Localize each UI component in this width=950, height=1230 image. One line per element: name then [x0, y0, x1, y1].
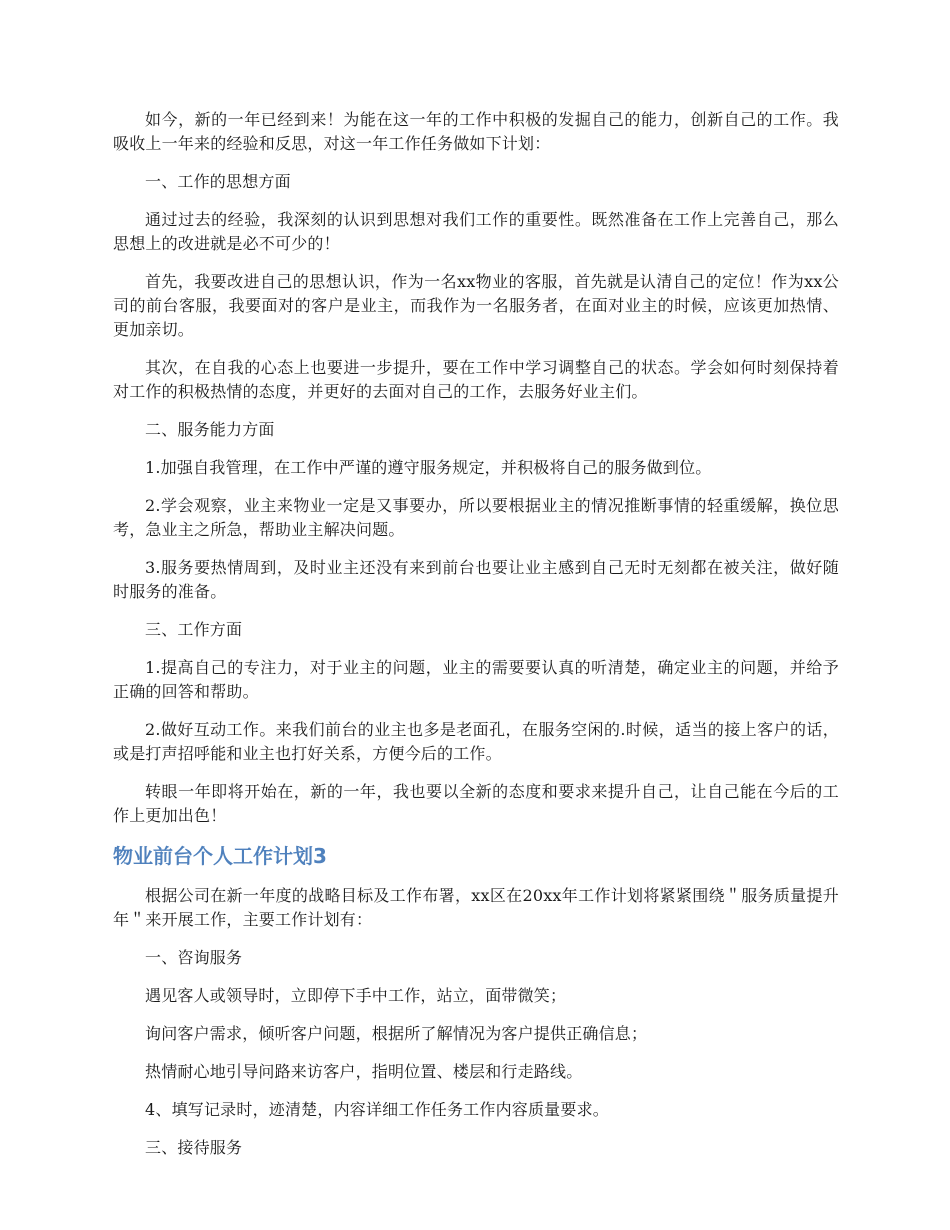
body-paragraph: 根据公司在新一年度的战略目标及工作布署，xx区在20xx年工作计划将紧紧围绕＂服务质量提升年＂来开展工作，主要工作计划有： [113, 886, 839, 929]
body-paragraph: 首先，我要改进自己的思想认识，作为一名xx物业的客服，首先就是认清自己的定位！作为xx公司的前台客服，我要面对的客户是业主，而我作为一名服务者，在面对业主的时候，应该更加热情、更加亲切。 [113, 272, 839, 339]
document-page [113, 108, 839, 1174]
body-paragraph: 4、填写记录时，迹清楚，内容详细工作任务工作内容质量要求。 [145, 1100, 609, 1119]
section-heading-thinking: 一、工作的思想方面 [145, 172, 291, 191]
list-item: 3.服务要热情周到，及时业主还没有来到前台也要让业主感到自己无时无刻都在被关注，做好随时服务的准备。 [113, 558, 839, 601]
list-item: 1.提高自己的专注力，对于业主的问题，业主的需要要认真的听清楚，确定业主的问题，并给予正确的回答和帮助。 [113, 658, 839, 701]
body-paragraph: 通过过去的经验，我深刻的认识到思想对我们工作的重要性。既然准备在工作上完善自己，那么思想上的改进就是必不可少的！ [113, 210, 839, 253]
body-paragraph: 热情耐心地引导问路来访客户，指明位置、楼层和行走路线。 [145, 1062, 583, 1081]
document-heading: 物业前台个人工作计划3 [113, 844, 327, 868]
list-item: 2.做好互动工作。来我们前台的业主也多是老面孔，在服务空闲的.时候，适当的接上客户的话，或是打声招呼能和业主也打好关系，方便今后的工作。 [113, 720, 839, 763]
section-heading-work: 三、工作方面 [145, 620, 243, 639]
section-heading-consulting: 一、咨询服务 [145, 948, 243, 967]
body-paragraph: 询问客户需求，倾听客户问题，根据所了解情况为客户提供正确信息； [145, 1024, 648, 1043]
list-item: 1.加强自我管理，在工作中严谨的遵守服务规定，并积极将自己的服务做到位。 [145, 458, 712, 477]
body-paragraph: 遇见客人或领导时，立即停下手中工作，站立，面带微笑； [145, 986, 567, 1005]
body-paragraph: 其次，在自我的心态上也要进一步提升，要在工作中学习调整自己的状态。学会如何时刻保持着对工作的积极热情的态度，并更好的去面对自己的工作，去服务好业主们。 [113, 358, 839, 401]
closing-paragraph: 转眼一年即将开始在，新的一年，我也要以全新的态度和要求来提升自己，让自己能在今后的工作上更加出色！ [113, 782, 839, 825]
intro-paragraph: 如今，新的一年已经到来！为能在这一年的工作中积极的发掘自己的能力，创新自己的工作。我吸收上一年来的经验和反思，对这一年工作任务做如下计划： [113, 110, 839, 153]
section-heading-reception: 三、接待服务 [145, 1138, 243, 1157]
list-item: 2.学会观察，业主来物业一定是又事要办，所以要根据业主的情况推断事情的轻重缓解，换位思考，急业主之所急，帮助业主解决问题。 [113, 496, 839, 539]
section-heading-service: 二、服务能力方面 [145, 420, 275, 439]
